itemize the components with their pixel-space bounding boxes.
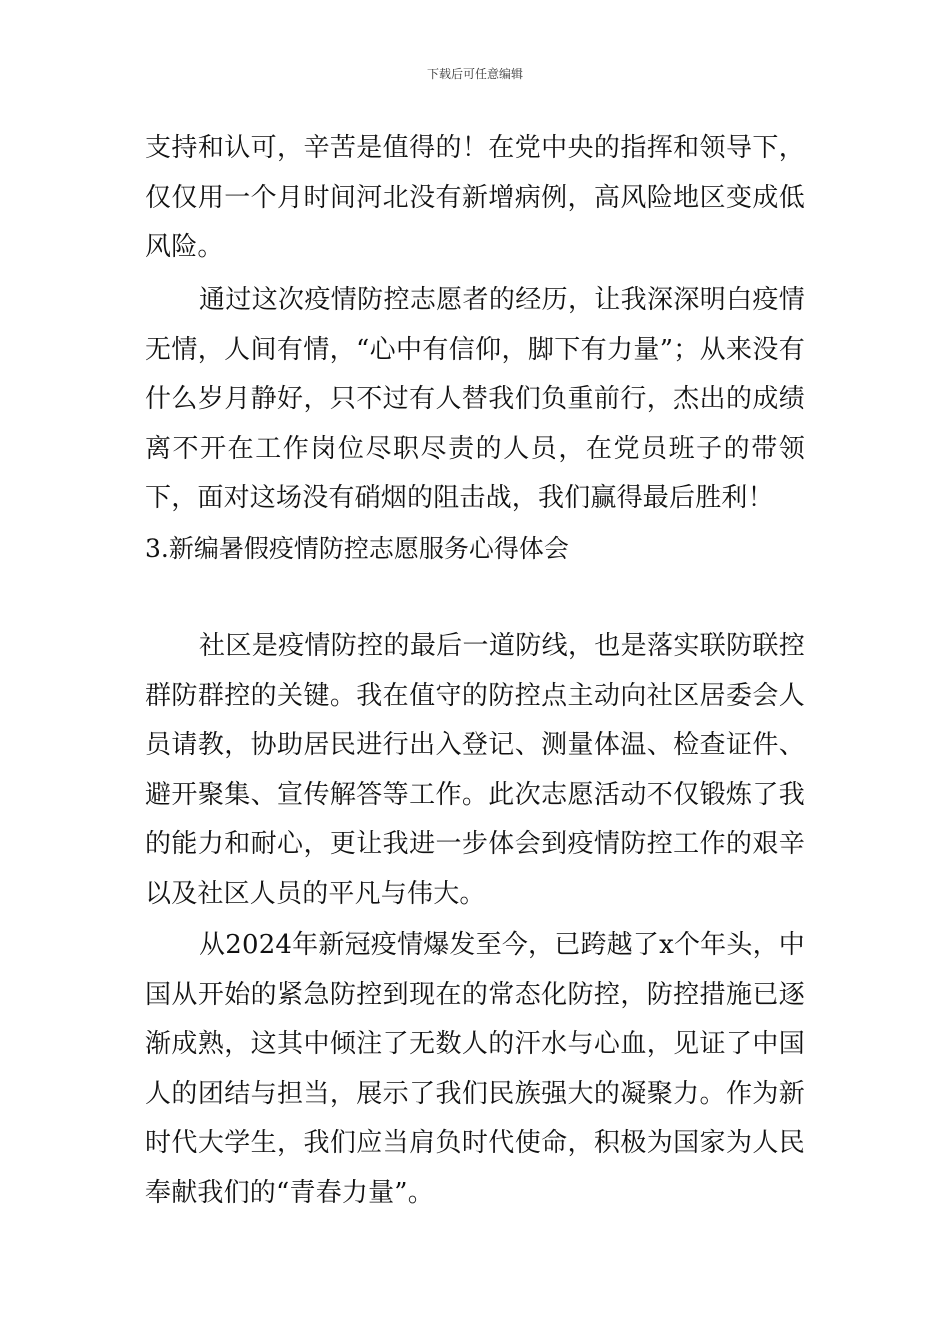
paragraph-support: 支持和认可，辛苦是值得的！在党中央的指挥和领导下，仅仅用一个月时间河北没有新增病例，高风险地区变成低风险。	[145, 133, 805, 262]
paragraph-experience: 通过这次疫情防控志愿者的经历，让我深深明白疫情无情，人间有情，“心中有信仰，脚下有力量”；从来没有什么岁月静好，只不过有人替我们负重前行，杰出的成绩离不开在工作岗位尽职尽责的人员，在党员班子的带领下，面对这场没有硝烟的阻击战，我们赢得最后胜利！	[145, 285, 805, 513]
paragraph-community: 社区是疫情防控的最后一道防线，也是落实联防联控群防群控的关键。我在值守的防控点主动向社区居委会人员请教，协助居民进行出入登记、测量体温、检查证件、避开聚集、宣传解答等工作。此次志愿活动不仅锻炼了我的能力和耐心，更让我进一步体会到疫情防控工作的艰辛以及社区人员的平凡与伟大。	[145, 631, 805, 909]
page-header-note: 下载后可任意编辑	[426, 67, 523, 81]
paragraph-since-2024: 从2024年新冠疫情爆发至今，已跨越了x个年头，中国从开始的紧急防控到现在的常态化防控，防控措施已逐渐成熟，这其中倾注了无数人的汗水与心血，见证了中国人的团结与担当，展示了我们民族强大的凝聚力。作为新时代大学生，我们应当肩负时代使命，积极为国家为人民奉献我们的“青春力量”。	[145, 930, 805, 1208]
section-heading: 3.新编暑假疫情防控志愿服务心得体会	[145, 534, 569, 563]
